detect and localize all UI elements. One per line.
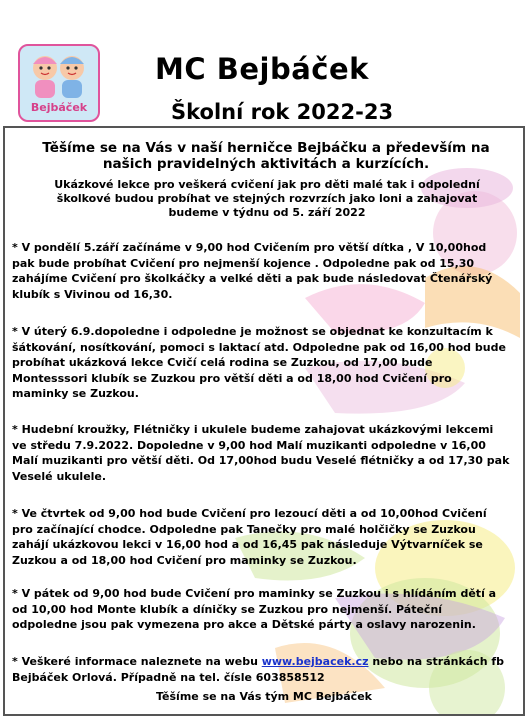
org-title: MC Bejbáček	[155, 52, 369, 86]
info-paragraph	[12, 654, 510, 685]
logo-text: Bejbáček	[30, 101, 88, 114]
website-link[interactable]: www.bejbacek.cz	[261, 655, 369, 668]
intro-text: Ukázkové lekce pro veškerá cvičení jak pro děti malé tak i odpolední školkové budou probíhat ve stejných rozvrzích jako loni a zahajovat budeme v týdnu od 5. září 2022	[54, 178, 480, 219]
wednesday-paragraph: * Hudební kroužky, Flétničky i ukulele budeme zahajovat ukázkovými lekcemi ve středu 7.9.2022. Dopoledne v 9,00 hod Malí muzikanti odpoledne v 16,00 Malí muzikanti pro větší děti. Od 17,00hod budu Veselé flétničky a od 17,30 pak Veselé ukulele.	[12, 423, 510, 483]
monday-paragraph: * V pondělí 5.září začínáme v 9,00 hod Cvičením pro větší dítka , V 10,00hod pak bude probíhat Cvičení pro nejmenší kojence . Odpoledne pak od 15,30 zahájíme Cvičení pro školkáčky a velké děti a pak bude následovat Čtenářský klubík s Vivinou od 16,30.	[12, 241, 493, 301]
content-frame	[3, 126, 525, 716]
info-prefix: * Veškeré informace naleznete na webu	[12, 655, 262, 668]
tuesday-paragraph: * V úterý 6.9.dopoledne i odpoledne je možnost se objednat ke konzultacím k šátkování, nosítkování, pomoci s laktací atd. Odpoledne pak od 16,00 hod bude probíhat ukázková lekce Cvičí celá rodina se Zuzkou, od 17,00 bude Montesssori klubík se Zuzkou pro větší děti a od 18,00 hod Cvičení pro maminky se Zuzkou.	[12, 325, 506, 400]
closing-line: Těšíme se na Vás tým MC Bejbáček	[156, 690, 372, 703]
info-suffix: nebo na stránkách fb Bejbáček Orlová. Případně na tel. čísle 603858512	[12, 655, 505, 684]
logo	[18, 44, 100, 122]
friday-paragraph: * V pátek od 9,00 hod bude Cvičení pro maminky se Zuzkou i s hlídáním dětí a od 10,00 hod Monte klubík a díničky se Zuzkou pro nejmenší. Páteční odpoledne jsou pak vymezena pro akce a Dětské párty a oslavy narozenin.	[12, 587, 497, 631]
thursday-paragraph: * Ve čtvrtek od 9,00 hod bude Cvičení pro lezoucí děti a od 10,00hod Cvičení pro začínající chodce. Odpoledne pak Tanečky pro malé holčičky se Zuzkou zahájí ukázkovou lekci v 16,00 hod a od 16,45 pak následuje Výtvarníček se Zuzkou a od 18,00 hod Cvičení pro maminky se Zuzkou.	[12, 507, 487, 567]
school-year-title: Školní rok 2022-23	[171, 100, 394, 124]
headline: Těšíme se na Vás v naší herničce Bejbáčku a především na našich pravidelných aktivitách a kurzících.	[42, 140, 490, 172]
